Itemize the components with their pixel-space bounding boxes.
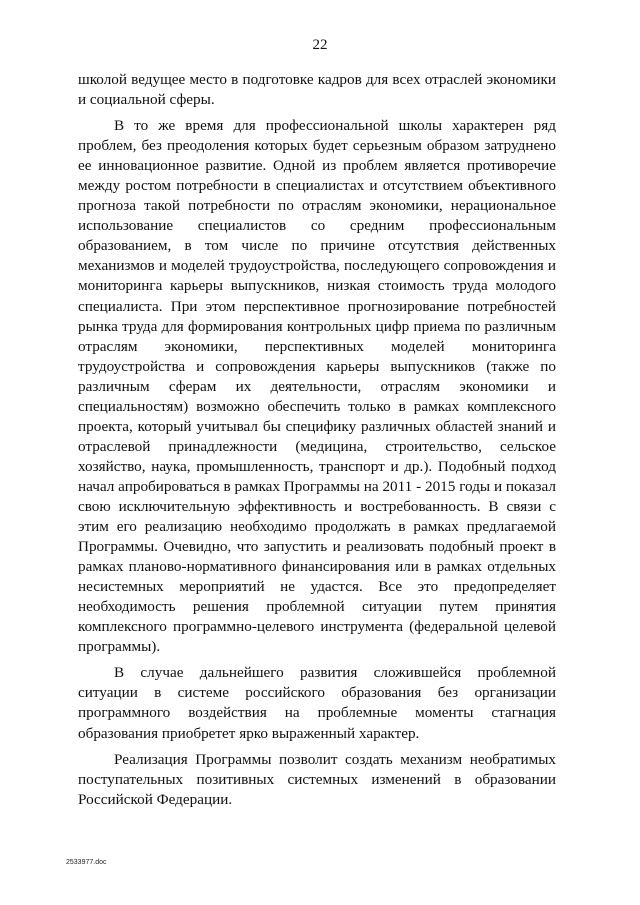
body-text — [78, 70, 556, 816]
paragraph: В случае дальнейшего развития сложившейся проблемной ситуации в системе российского образования без организации программного воздействия на проблемные моменты стагнация образования приобретет ярко выраженный характер. — [78, 664, 556, 742]
paragraph: Реализация Программы позволит создать механизм необратимых поступательных позитивных системных изменений в образовании Российской Федерации. — [78, 750, 556, 808]
paragraph: В то же время для профессиональной школы характерен ряд проблем, без преодоления которых будет серьезным образом затруднено ее инновационное развитие. Одной из проблем является противоречие между ростом потребности в специалистах и отсутствием объективного прогноза такой потребности по отраслям экономики, нерациональное использование специалистов со средним профессиональным образованием, в том числе по причине отсутствия действенных механизмов и моделей трудоустройства, последующего сопровождения и мониторинга карьеры выпускников, низкая стоимость труда молодого специалиста. При этом перспективное прогнозирование потребностей рынка труда для формирования контрольных цифр приема по различным отраслям экономики, перспективных моделей мониторинга трудоустройства и сопровождения карьеры выпускников (также по различным сферам их деятельности, отраслям экономики и специальностям) возможно обеспечить только в рамках комплексного проекта, который учитывал бы специфику различных областей знаний и отраслевой принадлежности (медицина, строительство, сельское хозяйство, наука, промышленность, транспорт и др.). Подобный подход начал апробироваться в рамках Программы на 2011 - 2015 годы и показал свою исключительную эффективность и востребованность. В связи с этим его реализацию необходимо продолжать в рамках предлагаемой Программы. Очевидно, что запустить и реализовать подобный проект в рамках планово-нормативного финансирования или в рамках отдельных несистемных мероприятий не удастся. Все это предопределяет необходимость решения проблемной ситуации путем принятия комплексного программно-целевого инструмента (федеральной целевой программы). — [78, 117, 556, 656]
page-number: 22 — [312, 37, 328, 53]
paragraph: школой ведущее место в подготовке кадров для всех отраслей экономики и социальной сферы. — [78, 71, 556, 109]
document-file-reference: 2533977.doc — [66, 859, 107, 866]
